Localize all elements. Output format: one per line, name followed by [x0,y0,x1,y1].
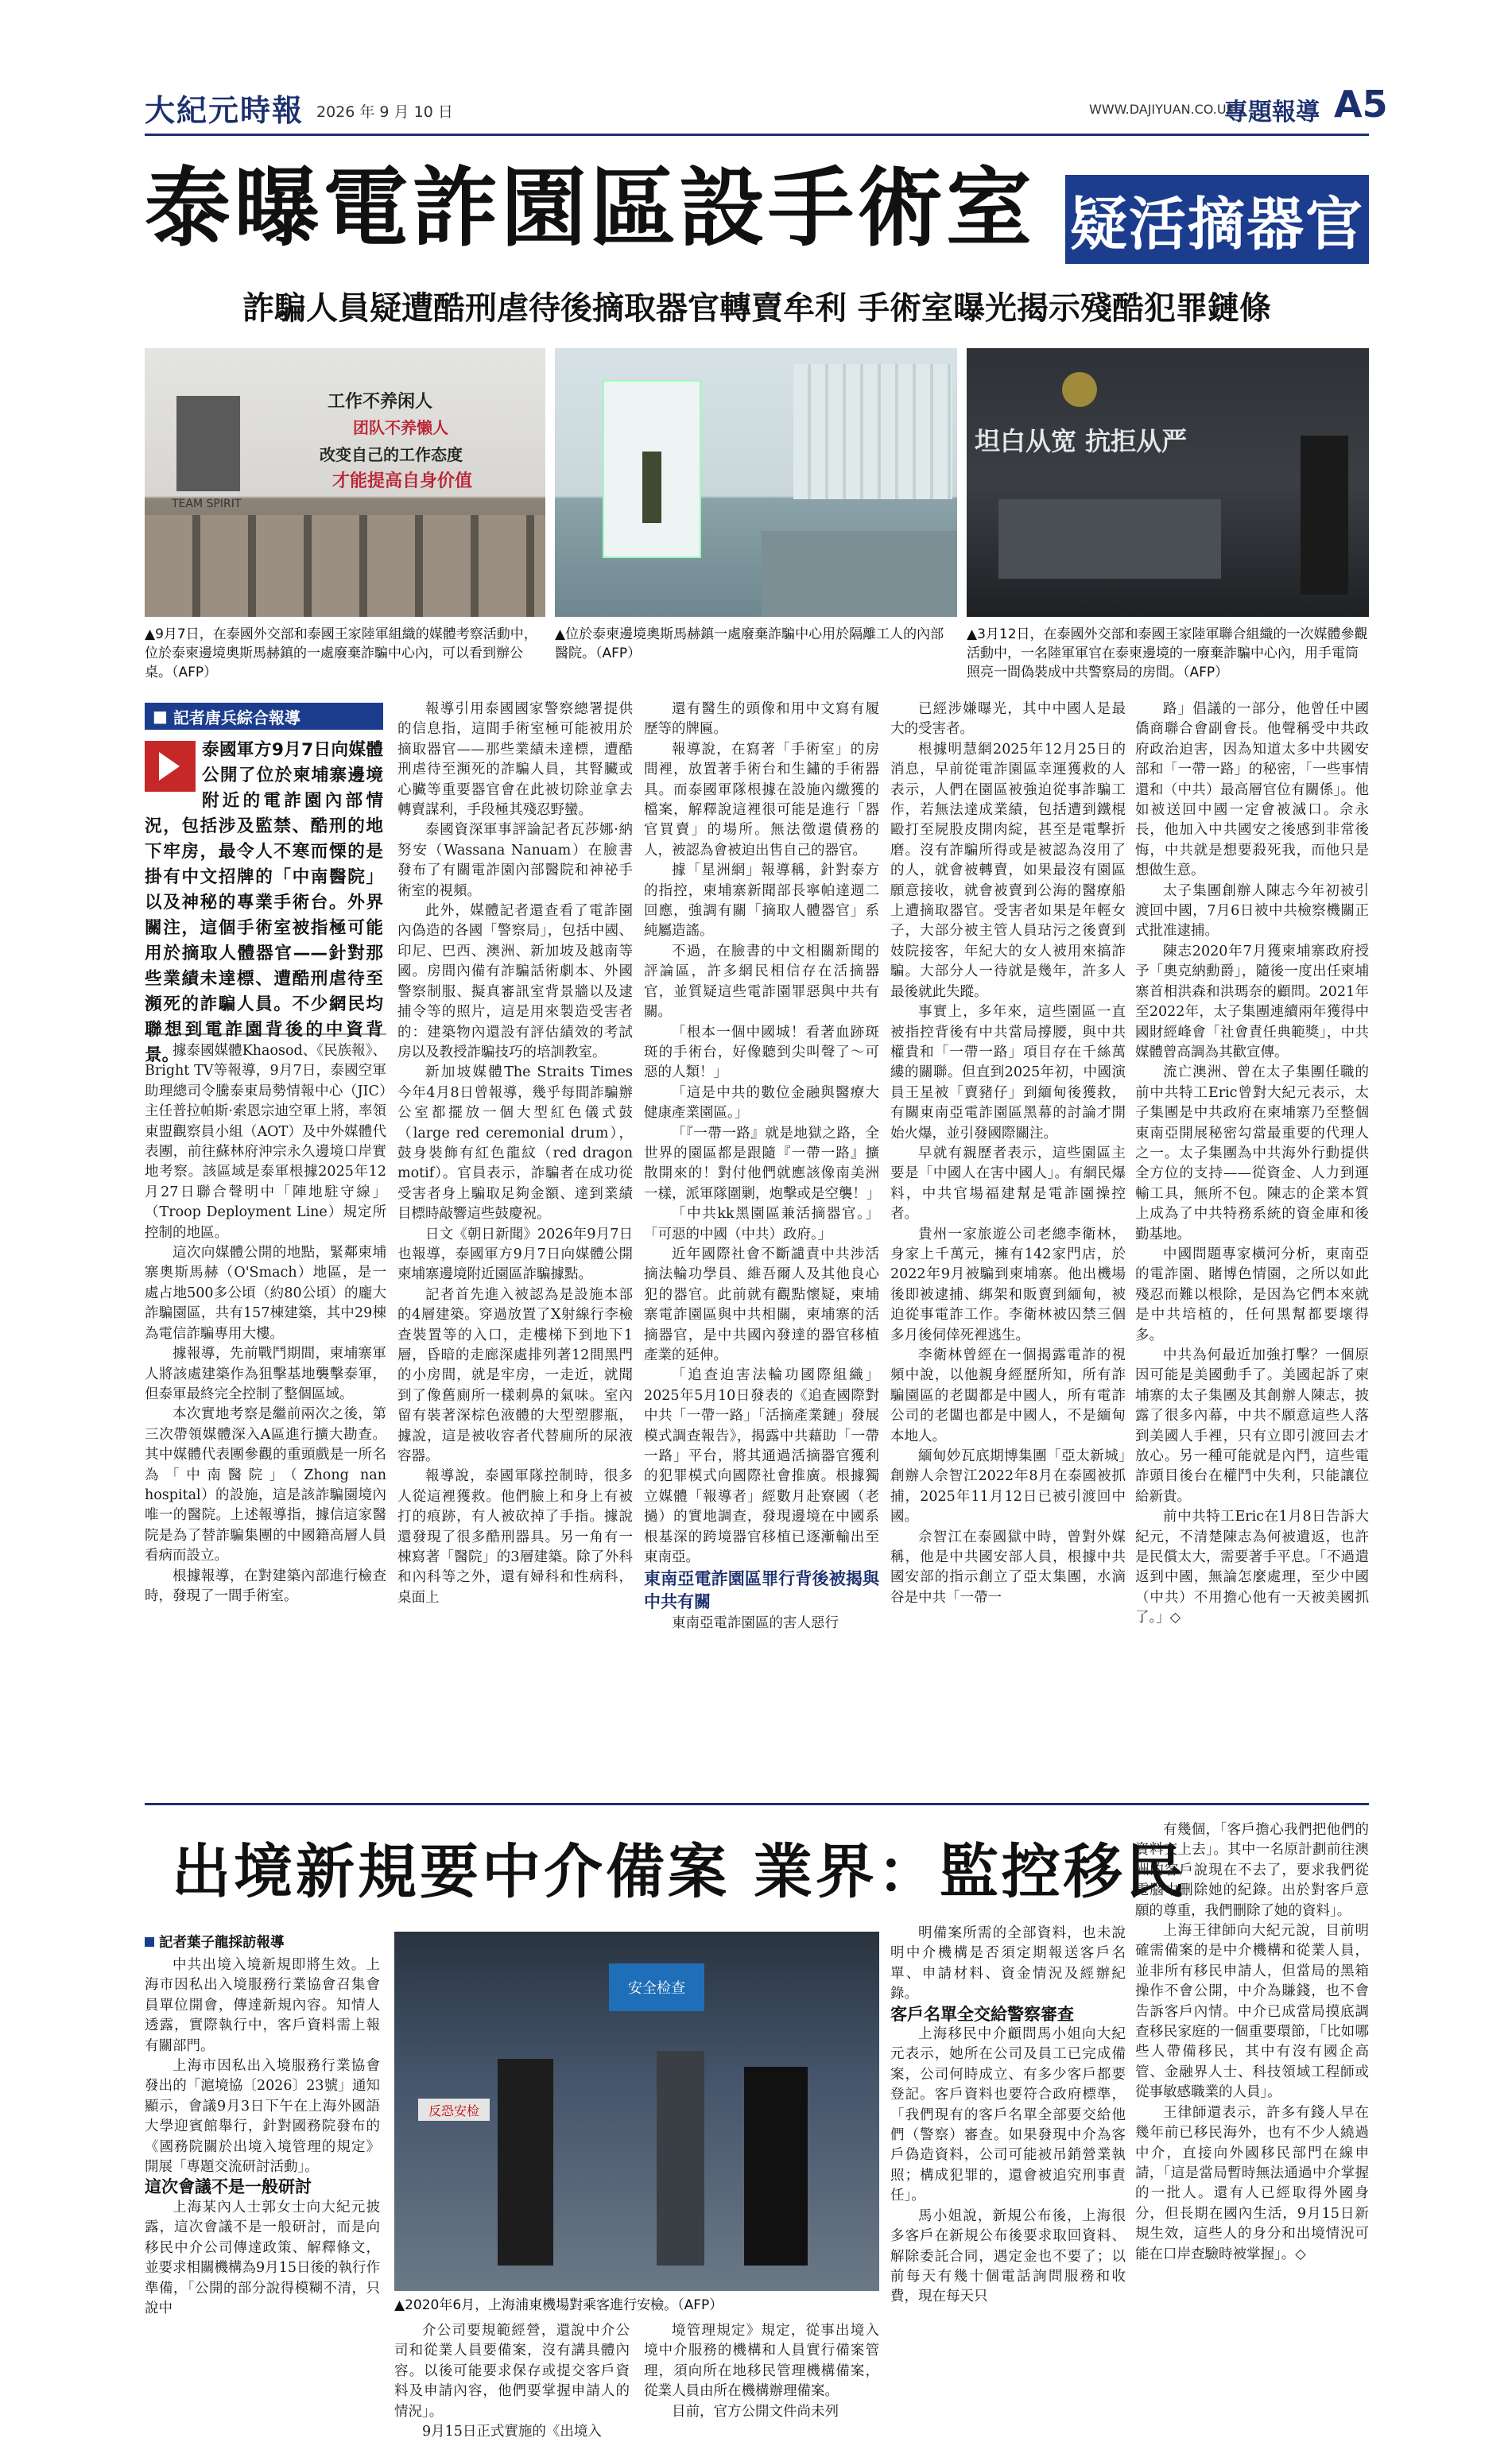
article1-subtitle: 東南亞電詐園區罪行背後被揭與中共有關 [644,1569,879,1612]
photo3-caption: ▲3月12日，在泰國外交部和泰國王家陸軍聯合組織的一次媒體參觀活動中，一名陸軍軍官在泰柬邊境的一廢棄詐騙中心內，用手電筒照亮一間偽裝成中共警察局的房間。（AFP） [967,626,1368,680]
article2-subtitle-2: 客戶名單全交給警察審查 [890,2004,1074,2024]
police-emblem [1062,372,1097,407]
article2-headline: 出境新規要中介備案 業界：監控移民 [172,1838,1188,1906]
paragraph: 有幾個，「客戶擔心我們把他們的資料交上去」。其中一名原計劃前往澳洲的客戶說現在不去了，要求我們從電腦中刪除她的紀錄。出於對客戶意願的尊重，我們刪除了她的資料」。 [1135,1822,1369,1919]
website-url: WWW.DAJIYUAN.CO.UK [1089,102,1235,117]
header-rule [145,134,1369,136]
paragraph: 太子集團創辦人陳志今年初被引渡回中國，7月6日被中共檢察機關正式批准逮捕。 [1135,882,1369,940]
paragraph: 據泰國媒體Khaosod、《民族報》、Bright TV等報導，9月7日，泰國空軍助理總司令騰泰東局勢情報中心（JIC）主任普拉帕斯·索恩宗迪空軍上將，率領東盟觀察員小組（AOT）及中外媒體代表團，前往蘇林府沖宗永久邊境口岸實地考察。該區域是泰軍根據2025年12月27日聯合聲明中「陣地駐守線」（Troop Deployment Line）規定所控制的地區。 [145,1043,386,1241]
wall-slogan-2: 团队不养懒人 [353,418,448,437]
article1-col4 [890,700,1126,1789]
article2-col3 [644,2321,879,2420]
paragraph: 報導說，在寫著「手術室」的房間裡，放置著手術台和生鏽的手術器具。而泰國軍隊根據在設施內繳獲的檔案，解釋說這裡很可能是進行「器官買賣」的場所。無法徵還債務的人，被認為會被迫出售自己的器官。 [644,741,879,859]
wall-slogan-1: 工作不养闲人 [328,391,433,412]
paragraph: 路」倡議的一部分，他曾任中國僑商聯合會副會長。他聲稱受中共政府政治迫害，因為知道太多中共國安部和「一帶一路」的秘密，「一些事情還和（中共）最高層官位有關係」。他如被送回中國一定會被滅口。佘永長，他加入中共國安之後感到非常後悔，中共就是想要殺死我，而他只是想做生意。 [1135,701,1369,879]
photo1-caption: ▲9月7日，在泰國外交部和泰國王家陸軍組織的媒體考察活動中，位於泰柬邊境奧斯馬赫鎮的一處廢棄詐騙中心內，可以看到辦公桌。（AFP） [145,626,537,680]
paragraph: 已經涉嫌曝光，其中中國人是最大的受害者。 [890,701,1126,738]
paragraph: 上海王律師向大紀元說，目前明確需備案的是中介機構和從業人員，並非所有移民申請人，但當局的黑箱操作不會公開，中介為賺錢，也不會告訴客戶內情。中介已成當局摸底調查移民家庭的一個重要環節，「比如哪些人帶備移民，其中有沒有國企高管、金融界人士、科技領域工程師或從事敏感職業的人員」。 [1135,1923,1369,2101]
paragraph: 此外，媒體記者還查看了電詐園內偽造的各國「警察局」，包括中國、印尼、巴西、澳洲、新加坡及越南等國。房間內備有詐騙話術劇本、外國警察制服、擬真審訊室背景牆以及逮捕令等的照片，這是用來製造受害者的：建築物內還設有評估績效的考試房以及教授詐騙技巧的培訓教室。 [397,903,633,1060]
paragraph: 流亡澳洲、曾在太子集團任職的前中共特工Eric曾對大紀元表示，太子集團是中共政府在柬埔寨乃至整個東南亞開展秘密勾當最重要的代理人之一。太子集團為中共海外行動提供全方位的支持——從資金、人力到運輸工具，無所不包。陳志的企業本質上成為了中共特務系統的資金庫和後勤基地。 [1135,1064,1369,1242]
paragraph: 前中共特工Eric在1月8日告訴大紀元，不清楚陳志為何被遺返，也許是民償太大，需要著手平息。「不過遣返到中國，無論怎麼處理，至少中國（中共）不用擔心他有一天被美國抓了。」◇ [1135,1509,1369,1626]
paragraph: 目前，官方公開文件尚未列 [672,2403,839,2420]
article2-col4 [890,1924,1126,2409]
article1-byline-text: 記者唐兵綜合報導 [173,707,300,727]
article2-subtitle-1: 這次會議不是一般研討 [145,2177,312,2197]
main-headline: 泰曝電詐園區設手術室 [145,159,1036,258]
paragraph: 中共出境入境新規即將生效。上海市因私出入境服務行業協會召集會員單位開會，傳達新規內容。知情人透露，實際執行中，客戶資料需上報有關部門。 [145,1957,380,2054]
officer-figure [498,2059,553,2266]
paragraph: 日文《朝日新聞》2026年9月7日也報導，泰國軍方9月7日向媒體公開柬埔寨邊境附近園區詐騙據點。 [397,1226,633,1283]
photo2-caption: ▲位於泰柬邊境奧斯馬赫鎮一處廢棄詐騙中心用於隔離工人的內部醫院。（AFP） [555,626,944,661]
paragraph: 泰國資深軍事評論記者瓦莎娜·納努安（Wassana Nanuam）在臉書發布了有關電詐園內部醫院和神祕手術室的視頻。 [397,822,633,899]
photo-scam-office [145,348,545,617]
wall-slogan-confession: 坦白从宽 抗拒从严 [975,426,1188,456]
issue-date: 2026 年 9 月 10 日 [316,103,453,121]
article1-col2 [397,700,633,1789]
curtain [793,364,952,499]
article2-byline-text: 記者葉子龍採訪報導 [159,1935,285,1951]
paragraph: 東南亞電詐園區的害人惡行 [672,1615,839,1632]
paragraph: 王律師還表示，許多有錢人早在幾年前已移民海外，也有不少人繞過中介，直接向外國移民部門在線申請，「這是當局暫時無法通過中介掌握的一批人。還有人已經取得外國身分，但長期在國內生活，9月15日新規生效，這些人的身分和出境情況可能在口岸查驗時被掌握」。◇ [1135,2104,1369,2262]
article1-byline: ■ 記者唐兵綜合報導 [145,703,383,730]
sign-team-spirit: TEAM SPIRIT [172,498,242,510]
article1-col5 [1135,700,1369,1789]
headline-box [1065,175,1369,264]
paragraph: 明備案所需的全部資料，也未說明中介機構是否須定期報送客戶名單、申請材料、資金情況及經辦紀錄。 [890,1925,1126,2002]
paragraph: 記者首先進入被認為是設施本部的4層建築。穿過放置了X射線行李檢查裝置等的入口，走樓梯下到地下1層，昏暗的走廊深處排列著12間黑門的小房間，就是牢房，一走近，就聞到了像舊廁所一樣刺鼻的氣味。室內留有裝著深棕色液體的大型塑膠瓶，據說，這是被收容者代替廁所的尿液容器。 [397,1286,633,1465]
sign-security-check-text: 安全检查 [628,1980,685,1997]
interrogation-desk [998,499,1221,579]
officer-silhouette [1301,436,1348,595]
sign-security-check [609,1963,704,2011]
paragraph: 據報導，先前戰鬥期間，柬埔寨軍人將該處建築作為狙擊基地襲擊泰軍，但泰軍最終完全控制了整個區域。 [145,1346,386,1402]
section-divider [145,1803,1369,1805]
page-number: A5 [1334,83,1388,126]
paragraph: 報導說，泰國軍隊控制時，很多人從這裡獲救。他們臉上和身上有被打的痕跡，有人被砍掉了手指。據說還發現了很多酷刑器具。另一角有一棟寫著「醫院」的3層建築。除了外科和內科等之外，還有婦科和性病科，桌面上 [397,1468,633,1606]
masthead: 大紀元時報 [145,92,304,128]
paragraph: 這次向媒體公開的地點，緊鄰柬埔寨奧斯馬赫（O'Smach）地區，是一處占地500多公頃（約80公頃）的龐大詐騙園區，共有157棟建築，其中29棟為電信詐騙專用大樓。 [145,1245,386,1342]
sub-headline: 詐騙人員疑遭酷刑虐待後摘取器官轉賣牟利 手術室曝光揭示殘酷犯罪鏈條 [242,290,1271,327]
section-name: 專題報導 [1224,99,1320,126]
paragraph: 上海市因私出入境服務行業協會發出的「滬境協〔2026〕23號」通知顯示，會議9月3日下午在上海外國語大學迎賓館舉行，針對國務院發布的《國務院關於出境入境管理的規定》開展「專題交流研討活動」。 [145,2058,380,2176]
photo-hospital [555,348,957,617]
paragraph: 陳志2020年7月獲柬埔寨政府授予「奧克納勳爵」，隨後一度出任柬埔寨首相洪森和洪瑪奈的顧問。2021年至2022年，太子集團連續兩年獲得中國財經峰會「社會責任典範獎」，中共媒體曾高調為其歡宣傳。 [1135,943,1369,1060]
article2-col2 [394,2321,630,2440]
desks [145,515,545,617]
article2-col1 [145,1956,380,2401]
article2-byline [145,1932,285,1952]
article1-lead-text: 泰國軍方9月7日向媒體公開了位於柬埔寨邊境附近的電詐園內部情況，包括涉及監禁、酷刑的地下牢房，最令人不寒而慄的是掛有中文招牌的「中南醫院」以及神秘的專業手術台。外界關注，這個手術室被指極可能用於摘取人體器官——針對那些業績未達標、遭酷刑虐待至瀕死的詐騙人員。不少網民均聯想到電詐園背後的中資背景。 [145,740,383,1065]
paragraph: 佘智江在泰國獄中時，曾對外媒稱，他是中共國安部人員，根據中共國安部的指示創立了亞太集團，水滴谷是中共「一帶一 [890,1529,1126,1606]
hospital-bed [762,531,957,617]
paragraph: 據「星洲網」報導稱，針對泰方的指控，柬埔寨新聞部長寧帕達週二回應，強調有關「摘取人體器官」系純屬造謠。 [644,862,879,940]
paragraph: 事實上，多年來，這些園區一直被指控背後有中共當局撐腰，與中共權貴和「一帶一路」項目存在千絲萬縷的關聯。但直到2025年初，中國演員王星被「賣豬仔」到緬甸後獲救，有關東南亞電詐園區黑幕的討論才開始火爆，並引發國際關注。 [890,1004,1126,1142]
wall-slogan-4: 才能提高自身价值 [332,471,473,491]
paragraph: 「根本一個中國城！看著血跡斑斑的手術台，好像聽到尖叫聲了～可惡的人類！」 [644,1024,879,1081]
paragraph: 中共為何最近加強打擊？一個原因可能是美國動手了。美國起訴了柬埔寨的太子集團及其創辦人陳志，披露了很多內幕，中共不願意這些人落到美國人手裡，只有立即引渡回去才放心。另一種可能就是內鬥，這些電詐頭目後台在權鬥中失利，只能讓位給新貴。 [1135,1347,1369,1505]
paragraph: 本次實地考察是繼前兩次之後，第三次帶領媒體深入A區進行擴大勘查。其中媒體代表團參觀的重頭戲是一所名為「中南醫院」（Zhong nan hospital）的設施，這是該詐騙園境內唯一的醫院。上述報導指，據信這家醫院是為了替詐騙集團的中國籍高層人員看病而設立。 [145,1406,386,1564]
paragraph: 根據明慧網2025年12月25日的消息，早前從電詐園區幸運獲救的人表示，人們在園區被強迫從事詐騙工作，若無法達成業績，包括遭到鐵棍毆打至屍股皮開肉綻，甚至是電擊折磨。沒有詐騙所得或是被認為沒用了的人，就會被轉賣，如果最沒有園區願意接收，就會被賣到公海的醫療船上遭摘取器官。受害者如果是年輕女子，大部分被主管人員玷污之後賣到妓院接客，年紀大的女人被用來搞詐騙。大部分人一待就是幾年，許多人最後就此失蹤。 [890,741,1126,1000]
paragraph: 上海移民中介顧問馬小姐向大紀元表示，她所在公司及員工已完成備案，公司何時成立、有多少客戶都要登記。客戶資料也要符合政府標準，「我們現有的客戶名單全部要交給他們（警察）審查。如果發現中介為客戶偽造資料，公司可能被吊銷營業執照；構成犯罪的，還會被追究刑事責任」。 [890,2026,1126,2204]
photo4-caption: ▲2020年6月，上海浦東機場對乘客進行安檢。（AFP） [394,2297,723,2313]
paragraph: 「這是中共的數位金融與醫療大健康產業園區。」 [644,1084,879,1122]
sign-anti-terror [418,2099,490,2121]
sign-anti-terror-text: 反恐安检 [428,2103,479,2118]
paragraph: 早就有親歷者表示，這些園區主要是「中國人在害中國人」。有網民爆料，中共官場福建幫是電詐園操控者。 [890,1145,1126,1223]
traveler-figure [657,2051,704,2266]
photo-airport-security [394,1932,879,2291]
paragraph: 緬甸妙瓦底期博集團「亞太新城」創辦人佘智江2022年8月在泰國被抓捕，2025年11月12日已被引渡回中國。 [890,1448,1126,1525]
paragraph: 報導引用泰國國家警察總署提供的信息指，這間手術室極可能被用於摘取器官——那些業績未達標，遭酷刑虐待至瀕死的詐騙人員，其腎臟或心臟等重要器官會在此被切除並拿去轉賣謀利，手段極其殘忍野蠻。 [397,701,633,819]
paragraph: 「『一帶一路』就是地獄之路，全世界的園區都是跟隨『一帶一路』擴散開來的！對付他們就應該像南美洲一樣，派軍隊圍剿，炮擊或是空襲！」 [644,1125,881,1202]
play-icon [145,741,196,792]
fist-logo [176,396,240,491]
article1-col1 [145,1041,386,1789]
article1-lead [145,738,383,1068]
paragraph: 新加坡媒體The Straits Times今年4月8日曾報導，幾乎每間詐騙辦公室都擺放一個大型紅色儀式鼓（large red ceremonial drum），鼓身裝飾有紅色龍紋（red dragon motif）。官員表示，詐騙者在成功從受害者身上騙取足夠金額、達到業績目標時敲響這些鼓慶祝。 [397,1064,633,1223]
wall-slogan-3: 改变自己的工作态度 [320,445,463,464]
paragraph: 9月15日正式實施的《出境入 [422,2424,602,2440]
paragraph: 上海某內人士郭女士向大紀元披露，這次會議不是一般研討，而是向移民中介公司傳達政策、解釋條文，並要求相關機構為9月15日後的執行作準備，「公開的部分說得模糊不清，只說中 [145,2199,380,2316]
paragraph: 「追查迫害法輪功國際組織」2025年5月10日發表的《追查國際對中共「一帶一路」「活摘產業鏈」發展模式調查報告》，揭露中共藉助「一帶一路」平台，將其通過活摘器官獲利的犯罪模式向國際社會推廣。根據獨立媒體「報導者」經數月赴寮國（老撾）的實地調查，發現邊境在中國系根基深的跨境器官移植已逐漸輸出至東南亞。 [644,1367,879,1566]
paragraph: 近年國際社會不斷譴責中共涉活摘法輪功學員、維吾爾人及其他良心犯的器官。此前就有觀點懷疑，柬埔寨電詐園區與中共相關，柬埔寨的活摘器官，是中共國內發達的器官移植產業的延伸。 [644,1246,879,1363]
paragraph: 馬小姐說，新規公布後，上海很多客戶在新規公布後要求取回資料、解除委託合同，遇定金也不要了；以前每天有幾十個電話詢問服務和收費，現在每天只 [890,2207,1126,2305]
paragraph: 不過，在臉書的中文相關新聞的評論區，許多網民相信存在活摘器官，並質疑這些電詐園罪惡與中共有關。 [644,943,879,1021]
article2-col5 [1135,1820,1369,2409]
article1-col3 [644,700,879,1789]
paragraph: 貴州一家旅遊公司老總李衛林，身家上千萬元，擁有142家門店，於2022年9月被騙到柬埔寨。他出機場後即被逮捕、綁架和販賣到緬甸，被迫從事電詐工作。李衛林被囚禁三個多月後伺倖死裡逃生。 [890,1226,1126,1343]
paragraph: 介公司要規範經營，還說中介公司和從業人員要備案，沒有講具體內容。以後可能要求保存或提交客戶資料及申請內容，他們要掌握申請人的情況」。 [394,2323,630,2420]
paragraph: 「中共kk黑園區兼活摘器官。」「可惡的中國（中共）政府。」 [644,1206,879,1242]
paragraph: 根據報導，在對建築內部進行檢查時，發現了一間手術室。 [145,1568,386,1604]
paragraph: 李衛林曾經在一個揭露電詐的視頻中說，以他親身經歷所知，所有詐騙園區的老闆都是中國人，所有電詐公司的老闆也都是中國人，不是緬甸本地人。 [890,1347,1126,1444]
paragraph: 中國問題專家橫河分析，東南亞的電詐園、賭博色情園，之所以如此殘忍而難以根除，是因為它們本來就是中共培植的，任何黑幫都要壞得多。 [1135,1246,1369,1343]
officer-figure [744,2067,808,2266]
paragraph: 境管理規定》規定，從事出境入境中介服務的機構和人員實行備案管理，須向所在地移民管理機構備案，從業人員由所在機構辦理備案。 [644,2323,879,2400]
headline-box-text: 疑活摘器官 [1069,191,1364,258]
soldier [642,452,661,523]
paragraph: 還有醫生的頭像和用中文寫有履歷等的牌匾。 [644,701,879,738]
photo-fake-police [967,348,1369,617]
